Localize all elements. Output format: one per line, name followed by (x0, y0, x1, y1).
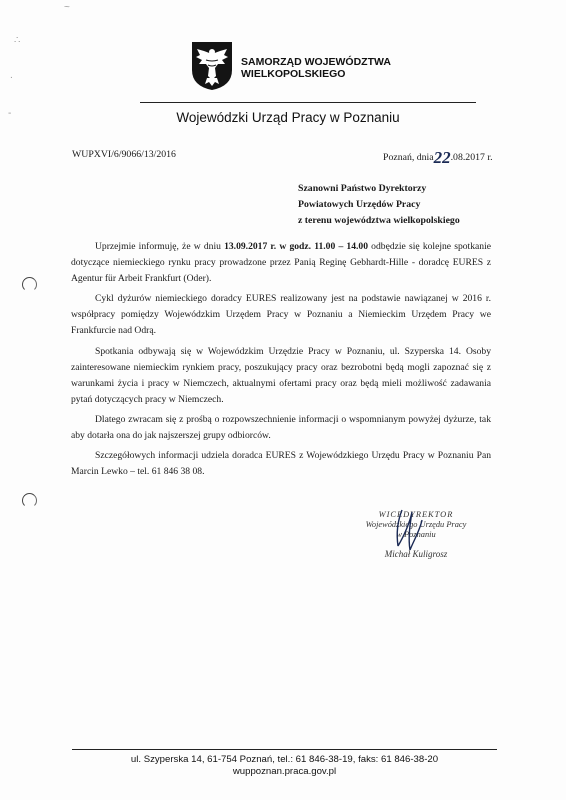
addressee-line: Szanowni Państwo Dyrektorzy (298, 183, 427, 194)
stamp-line: Michał Kuligrosz (384, 549, 448, 559)
paragraph-3: Spotkania odbywają się w Wojewódzkim Urzędzie Pracy w Poznaniu, ul. Szyperska 14. Osoby zainteresowane niemieckim rynkiem pracy, poszukujący pracy oraz bezrobotni będą mogli zapoznać się z warunkami życia i pracy w Niemczech, aktualnymi ofertami pracy oraz będą mieli możliwość zadawania pytań dotyczących pracy w Niemczech. (71, 345, 491, 405)
letter-body (71, 239, 491, 484)
scan-mark: . (10, 70, 13, 81)
date-line (383, 147, 493, 166)
stamp-line: w Poznaniu (396, 530, 436, 539)
paragraph-1: Uprzejmie informuję, że w dniu 13.09.2017 r. w godz. 11.00 – 14.00 odbędzie się kolejne spotkanie dotyczące niemieckiego rynku pracy prowadzone przez Panią Reginę Gebhardt-Hille - doradcę EURES z Agentur für Arbeit Frankfurt (Oder). (71, 241, 491, 285)
scan-mark: - (8, 108, 12, 119)
handwritten-signature (380, 506, 430, 554)
stamp-line: Wojewódzkiego Urzędu Pracy (365, 520, 467, 529)
institution-name (241, 56, 401, 80)
office-title: Wojewódzki Urząd Pracy w Poznaniu (176, 110, 400, 125)
header-divider (140, 102, 476, 103)
footer-address: ul. Szyperska 14, 61-754 Poznań, tel.: 61 846-38-19, faks: 61 846-38-20 (130, 754, 439, 765)
paragraph-2: Cykl dyżurów niemieckiego doradcy EURES realizowany jest na podstawie nawiązanej w 2016 r. współpracy pomiędzy Wojewódzkim Urzędem Pracy w Poznaniu a Niemieckim Urzędem Pracy we Frankfurcie nad Odrą. (71, 293, 491, 337)
date-day-handwritten: 22 (433, 148, 451, 167)
date-suffix: .08.2017 r. (450, 152, 493, 163)
scan-mark: ∴ (14, 35, 21, 46)
scan-mark: ~ (64, 2, 70, 13)
footer-website: wuppoznan.praca.gov.pl (232, 766, 337, 777)
punch-hole-icon (22, 277, 37, 292)
institution-name-line1: SAMORZĄD WOJEWÓDZTWA (241, 56, 391, 68)
institution-name-line2: WIELKOPOLSKIEGO (241, 68, 346, 80)
footer-contact (72, 754, 497, 778)
paragraph-4: Dlatego zwracam się z prośbą o rozpowszechnienie informacji o wspomnianym powyżej dyżurze, tak aby dotarła ona do jak najszerszej grupy odbiorców. (71, 413, 491, 442)
stamp-line: WICEDYREKTOR (378, 510, 454, 519)
meeting-datetime: 13.09.2017 r. w godz. 11.00 – 14.00 (224, 241, 369, 252)
paragraph-5: Szczegółowych informacji udziela doradca EURES z Wojewódzkiego Urzędu Pracy w Poznaniu Pan Marcin Lewko – tel. 61 846 38 08. (71, 450, 491, 478)
reference-number: WUPXVI/6/9066/13/2016 (72, 149, 176, 160)
addressee-block (298, 181, 498, 229)
date-prefix: Poznań, dnia (383, 152, 434, 163)
addressee-line: Powiatowych Urzędów Pracy (298, 199, 421, 210)
punch-hole-icon (22, 493, 37, 508)
coat-of-arms-logo (190, 40, 234, 92)
footer-divider (72, 749, 497, 750)
addressee-line: z terenu województwa wielkopolskiego (298, 215, 460, 226)
